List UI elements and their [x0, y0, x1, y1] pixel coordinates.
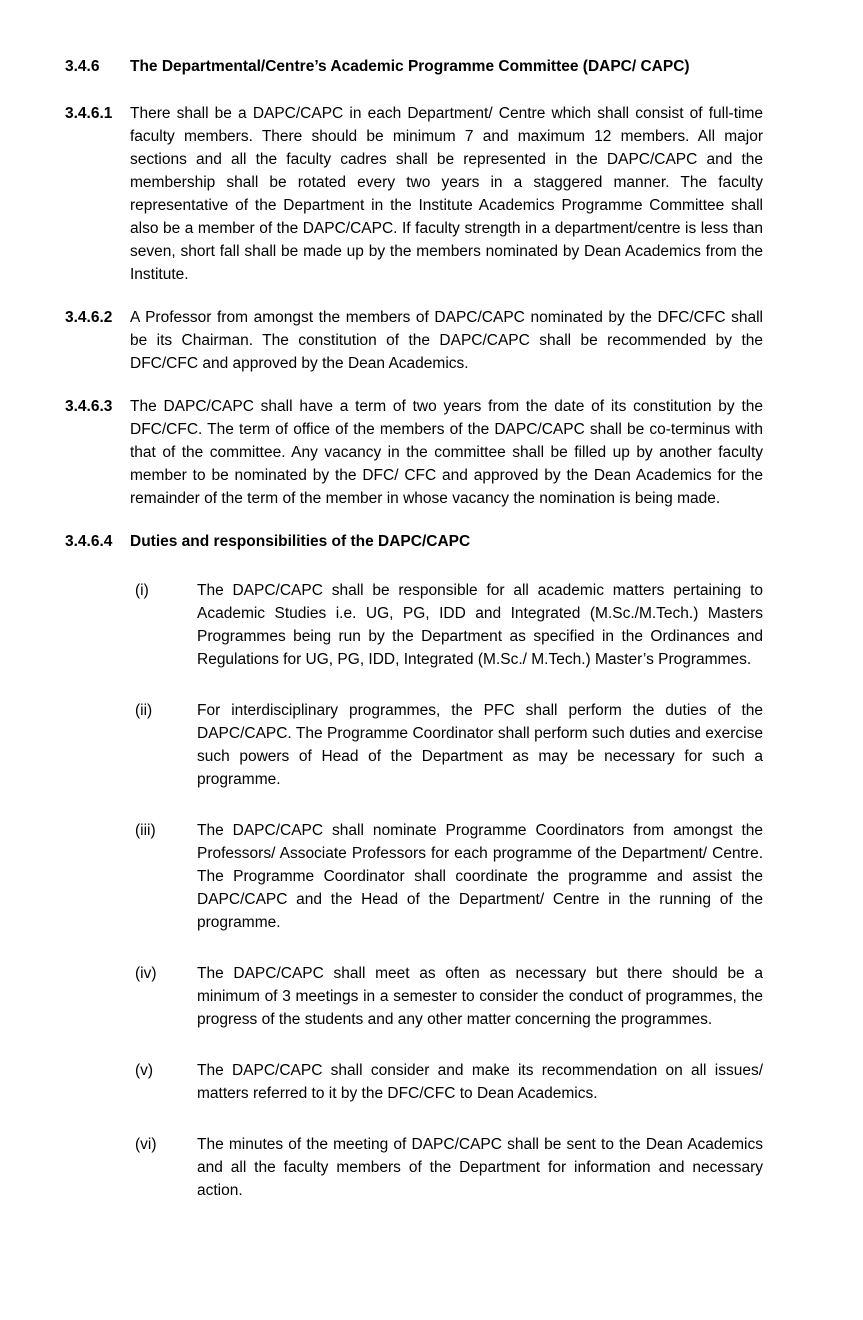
duty-text: The DAPC/CAPC shall meet as often as necessary but there should be a minimum of 3 meetings in a semester to consider the conduct of programmes, the progress of the students and any other matter concerning the programmes. — [197, 965, 763, 1028]
duty-text: The DAPC/CAPC shall be responsible for all academic matters pertaining to Academic Studies i.e. UG, PG, IDD and Integrated (M.Sc./M.Tech.) Masters Programmes being run by the Department as specified in the Ordinances and Regulations for UG, PG, IDD, Integrated (M.Sc./ M.Tech.) Master’s Programmes. — [197, 582, 763, 668]
duty-marker: (iii) — [135, 822, 156, 839]
clause-text: The DAPC/CAPC shall have a term of two years from the date of its constitution by the DFC/CFC. The term of office of the members of the DAPC/CAPC shall be co-terminus with that of the committee. Any vacancy in the committee shall be filled up by another faculty member to be nominated by the DFC/ CFC and approved by the Dean Academics for the remainder of the term of the member in whose vacancy the nomination is being made. — [130, 398, 763, 507]
duty-text: For interdisciplinary programmes, the PFC shall perform the duties of the DAPC/CAPC. The Programme Coordinator shall perform such duties and exercise such powers of Head of the Department as may be necessary for such a programme. — [197, 702, 763, 788]
duty-text: The DAPC/CAPC shall nominate Programme Coordinators from amongst the Professors/ Associate Professors for each programme of the Department/ Centre. The Programme Coordinator shall coordinate the programme and assist the DAPC/CAPC and the Head of the Department/ Centre in the running of the programme. — [197, 822, 763, 931]
duty-item-ii — [65, 699, 763, 791]
duty-marker: (iv) — [135, 965, 157, 982]
duty-item-i — [65, 579, 763, 671]
clause-number: 3.4.6.3 — [65, 398, 113, 415]
clause-3-4-6-4-heading — [65, 530, 763, 553]
duty-text: The DAPC/CAPC shall consider and make its recommendation on all issues/ matters referred to it by the DFC/CFC to Dean Academics. — [197, 1062, 763, 1102]
duty-item-v — [65, 1059, 763, 1105]
duty-item-iii — [65, 819, 763, 934]
clause-3-4-6-3 — [65, 395, 763, 510]
clause-title: Duties and responsibilities of the DAPC/CAPC — [130, 533, 471, 550]
clause-number: 3.4.6.2 — [65, 309, 113, 326]
duty-marker: (i) — [135, 582, 149, 599]
section-heading-3-4-6 — [65, 55, 763, 78]
clause-3-4-6-2 — [65, 306, 763, 375]
section-title: The Departmental/Centre’s Academic Programme Committee (DAPC/ CAPC) — [130, 58, 690, 75]
clause-3-4-6-1 — [65, 102, 763, 286]
duty-text: The minutes of the meeting of DAPC/CAPC shall be sent to the Dean Academics and all the faculty members of the Department for information and necessary action. — [197, 1136, 763, 1199]
duty-marker: (v) — [135, 1062, 154, 1079]
clause-number: 3.4.6.1 — [65, 105, 113, 122]
duty-marker: (ii) — [135, 702, 153, 719]
duty-item-iv — [65, 962, 763, 1031]
duty-marker: (vi) — [135, 1136, 157, 1153]
clause-number: 3.4.6.4 — [65, 533, 113, 550]
clause-text: There shall be a DAPC/CAPC in each Department/ Centre which shall consist of full-time faculty members. There should be minimum 7 and maximum 12 members. All major sections and all the faculty cadres shall be represented in the DAPC/CAPC and the membership shall be rotated every two years in a staggered manner. The faculty representative of the Department in the Institute Academics Programme Committee shall also be a member of the DAPC/CAPC. If faculty strength in a department/centre is less than seven, short fall shall be made up by the members nominated by Dean Academics from the Institute. — [130, 105, 763, 283]
duty-item-vi — [65, 1133, 763, 1202]
clause-text: A Professor from amongst the members of DAPC/CAPC nominated by the DFC/CFC shall be its Chairman. The constitution of the DAPC/CAPC shall be recommended by the DFC/CFC and approved by the Dean Academics. — [130, 309, 763, 372]
section-number: 3.4.6 — [65, 58, 100, 75]
